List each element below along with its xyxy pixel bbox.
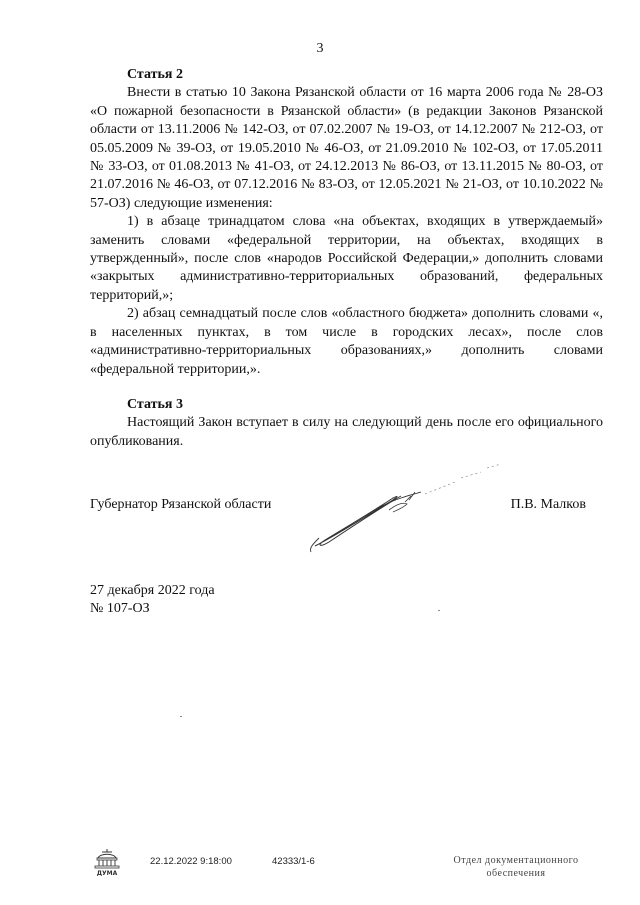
article-2-item-2: 2) абзац семнадцатый после слов «областного бюджета» дополнить словами «, в населенных пунктах, в том числе в городских лесах», после слов «административно-территориальных образованиях,» дополнить словами «федеральной территории,». (90, 306, 603, 377)
page-number: 3 (316, 41, 324, 56)
scan-speck (180, 716, 182, 717)
handwritten-signature (305, 458, 515, 558)
document-footer (0, 854, 640, 894)
law-date-block (90, 582, 215, 619)
article-2-item-1: 1) в абзаце тринадцатом слова «на объектах, входящих в утверждаемый» заменить словами «федеральной территории, на объектах, входящих в утвержденный», после слов «народов Российской Федерации,» дополнить словами «закрытых административно-территориальных образований, федеральных территорий,»; (90, 214, 603, 303)
department-stamp-line-1: Отдел документационного (453, 855, 579, 866)
scan-speck (438, 610, 440, 611)
section-gap (90, 379, 603, 396)
duma-logo-icon (92, 848, 122, 876)
article-3-text: Настоящий Закон вступает в силу на следующий день после его официального опубликования. (90, 415, 603, 449)
svg-text:ДУМА: ДУМА (96, 870, 118, 876)
document-id: 42333/1-6 (272, 856, 315, 867)
department-stamp-line-2: обеспечения (486, 868, 546, 879)
signatory-position: Губернатор Рязанской области (90, 497, 272, 512)
signatory-name: П.В. Малков (510, 497, 586, 512)
article-2-intro: Внести в статью 10 Закона Рязанской области от 16 марта 2006 года № 28-ОЗ «О пожарной безопасности в Рязанской области» (в редакции Законов Рязанской области от 13.11.2006 № 142-ОЗ, от 07.02.2007 № 19-ОЗ, от 14.12.2007 № 212-ОЗ, от 05.05.2009 № 39-ОЗ, от 19.05.2010 № 46-ОЗ, от 21.09.2010 № 102-ОЗ, от 17.05.2011 № 33-ОЗ, от 01.08.2013 № 41-ОЗ, от 24.12.2013 № 86-ОЗ, от 13.11.2015 № 80-ОЗ, от 21.07.2016 № 46-ОЗ, от 07.12.2016 № 83-ОЗ, от 12.05.2021 № 21-ОЗ, от 10.10.2022 № 57-ОЗ) следующие изменения: (90, 85, 603, 211)
article-3-title: Статья 3 (127, 396, 183, 412)
law-date: 27 декабря 2022 года (90, 583, 215, 598)
law-number: № 107-ОЗ (90, 601, 150, 617)
document-body (90, 66, 603, 451)
department-stamp (432, 854, 600, 880)
article-2-title: Статья 2 (127, 67, 183, 82)
print-timestamp: 22.12.2022 9:18:00 (150, 856, 232, 867)
